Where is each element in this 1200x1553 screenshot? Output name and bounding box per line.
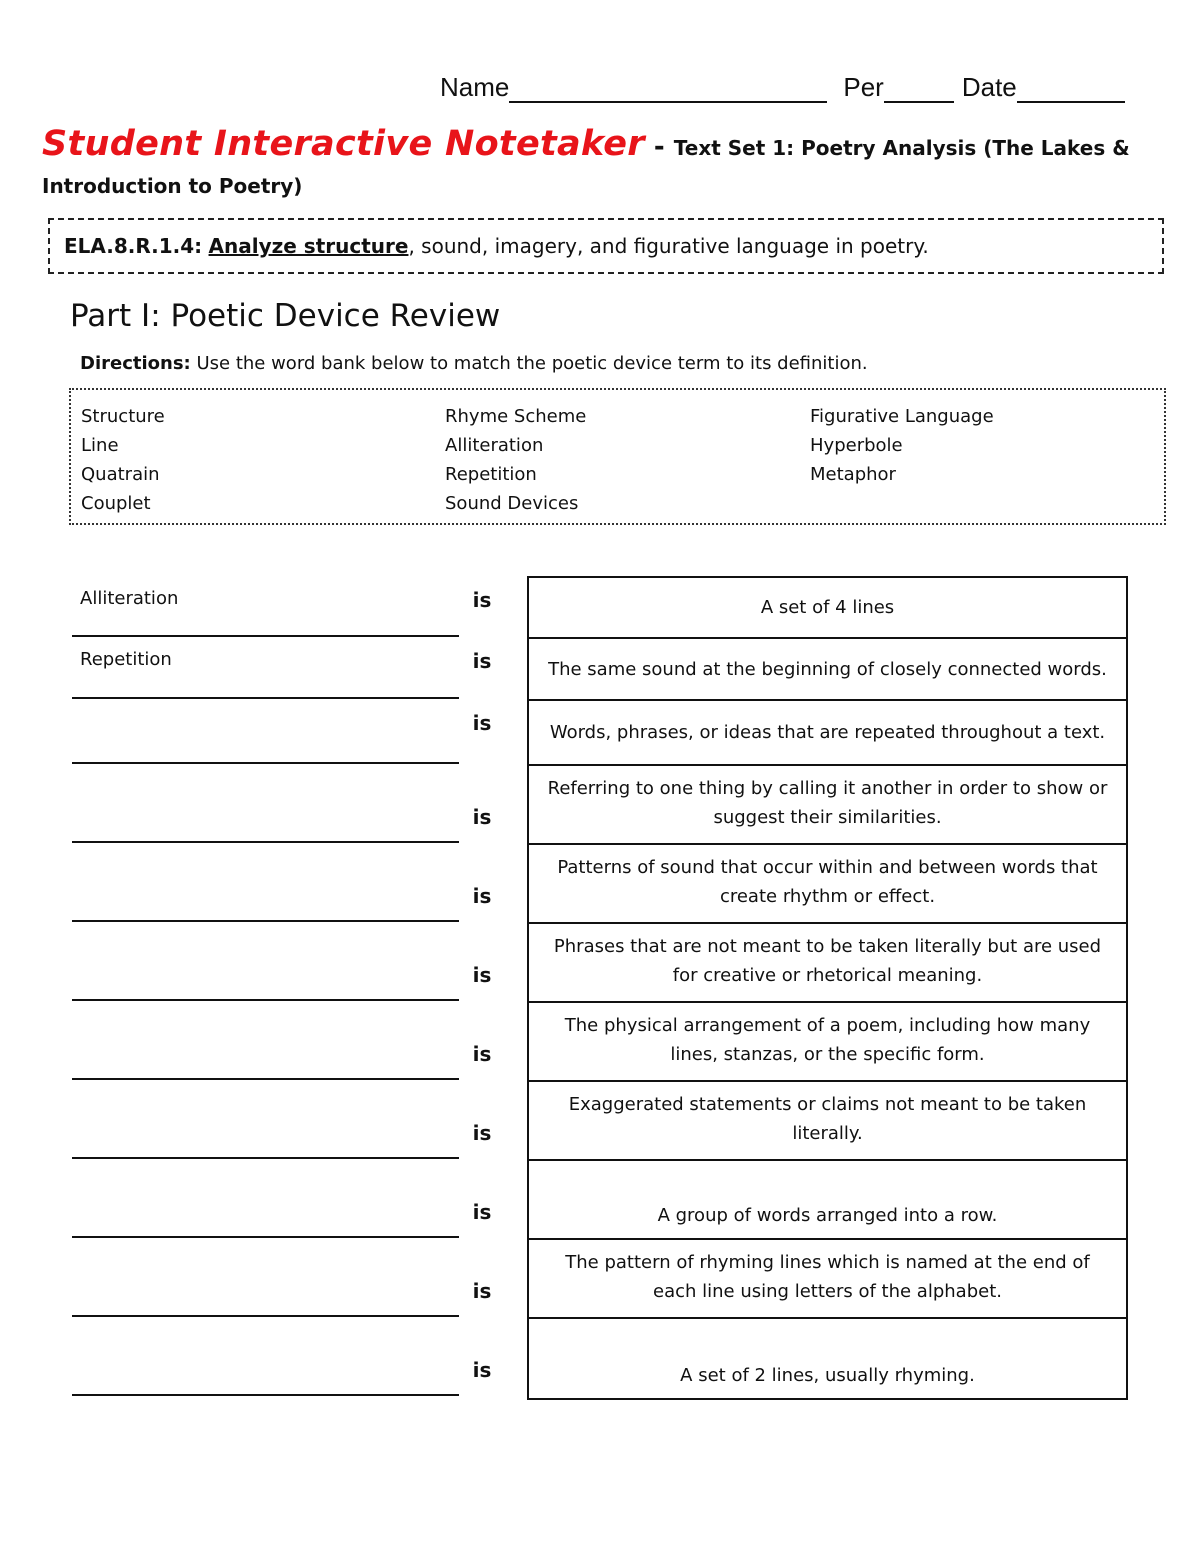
is-label: is [472, 884, 492, 908]
definition-cell [529, 1082, 1126, 1161]
date-label: Date [961, 72, 1017, 102]
word-bank-item: Alliteration [445, 435, 544, 456]
definition-text: Words, phrases, or ideas that are repeated throughout a text. [549, 722, 1106, 743]
term-text: Alliteration [80, 588, 179, 609]
term-text: Repetition [80, 649, 172, 670]
word-bank-item: Rhyme Scheme [445, 406, 587, 427]
term-answer-field[interactable] [72, 576, 459, 637]
definition-text: Exaggerated statements or claims not meant to be taken literally. [568, 1094, 1087, 1144]
definition-text: A group of words arranged into a row. [657, 1205, 998, 1226]
definition-cell [529, 701, 1126, 766]
is-label: is [472, 1279, 492, 1303]
word-bank-column-1 [81, 402, 165, 518]
is-label: is [472, 649, 492, 673]
standard-code: ELA.8.R.1.4: [64, 234, 203, 258]
definition-cell [529, 639, 1126, 701]
definition-cell [529, 766, 1126, 845]
term-answer-field[interactable] [72, 1238, 459, 1317]
page-title [42, 126, 1162, 206]
standard-box [48, 218, 1164, 274]
name-field[interactable] [509, 79, 827, 103]
term-answer-field[interactable] [72, 1001, 459, 1080]
term-answer-field[interactable] [72, 699, 459, 764]
definition-text: The same sound at the beginning of closely connected words. [548, 658, 1107, 680]
word-bank [69, 388, 1166, 525]
term-answer-field[interactable] [72, 922, 459, 1001]
definition-table [527, 576, 1128, 1400]
word-bank-item: Line [81, 435, 119, 456]
name-label: Name [440, 72, 510, 102]
definition-text: The pattern of rhyming lines which is named at the end of each line using letters of the alphabet. [565, 1252, 1090, 1302]
term-answer-field[interactable] [72, 843, 459, 922]
definition-cell [529, 1003, 1126, 1082]
definition-cell [529, 578, 1126, 639]
is-label: is [472, 805, 492, 829]
definition-text: Phrases that are not meant to be taken literally but are used for creative or rhetorical meaning. [553, 936, 1102, 986]
definition-cell [529, 924, 1126, 1003]
word-bank-item: Sound Devices [445, 493, 579, 514]
word-bank-item: Metaphor [810, 464, 896, 485]
word-bank-item: Couplet [81, 493, 151, 514]
is-label: is [472, 1358, 492, 1382]
term-answer-field[interactable] [72, 1159, 459, 1238]
word-bank-column-2 [445, 402, 586, 518]
title-dash: - [644, 132, 674, 162]
standard-underlined: Analyze structure [208, 234, 409, 258]
definition-cell [529, 1161, 1126, 1240]
title-main: Student Interactive Notetaker [42, 124, 645, 164]
per-label: Per [843, 72, 884, 102]
word-bank-item: Quatrain [81, 464, 160, 485]
term-answer-field[interactable] [72, 1080, 459, 1159]
word-bank-column-3 [810, 402, 994, 489]
definition-cell [529, 1240, 1126, 1319]
term-answer-field[interactable] [72, 637, 459, 699]
word-bank-item: Figurative Language [810, 406, 994, 427]
word-bank-item: Hyperbole [810, 435, 903, 456]
definition-text: The physical arrangement of a poem, including how many lines, stanzas, or the specific form. [564, 1015, 1091, 1065]
definition-cell [529, 1319, 1126, 1398]
is-label: is [472, 1121, 492, 1145]
directions-text: Use the word bank below to match the poetic device term to its definition. [196, 353, 868, 374]
is-label: is [472, 588, 492, 612]
standard-rest: , sound, imagery, and figurative language in poetry. [408, 234, 929, 258]
definition-cell [529, 845, 1126, 924]
header-fields [440, 72, 1125, 103]
is-label: is [472, 711, 492, 735]
title-sub: Text Set 1: Poetry Analysis (The Lakes & Introduction to Poetry) [42, 136, 1130, 198]
is-label: is [472, 1042, 492, 1066]
term-answer-field[interactable] [72, 764, 459, 843]
word-bank-item: Structure [81, 406, 165, 427]
definition-text: Patterns of sound that occur within and between words that create rhythm or effect. [557, 857, 1098, 907]
word-bank-item: Repetition [445, 464, 537, 485]
term-answer-field[interactable] [72, 1317, 459, 1396]
date-field[interactable] [1017, 79, 1125, 103]
definition-text: A set of 2 lines, usually rhyming. [680, 1365, 975, 1386]
section-title: Part I: Poetic Device Review [70, 298, 501, 334]
is-label: is [472, 963, 492, 987]
directions [80, 353, 868, 374]
definition-text: A set of 4 lines [760, 597, 895, 618]
per-field[interactable] [884, 79, 954, 103]
is-label: is [472, 1200, 492, 1224]
definition-text: Referring to one thing by calling it another in order to show or suggest their similarities. [547, 778, 1108, 828]
directions-label: Directions: [80, 353, 191, 374]
